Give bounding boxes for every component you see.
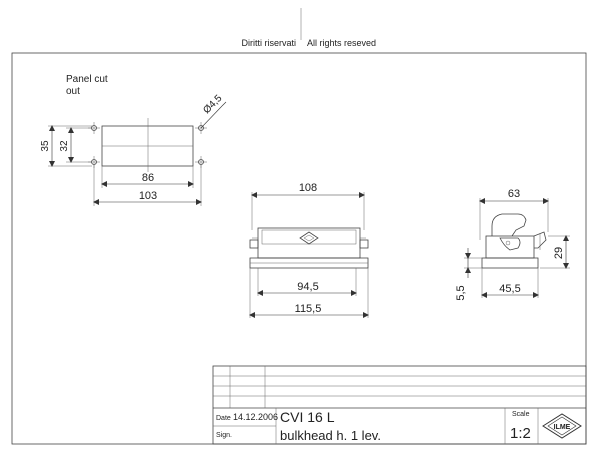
date-label: Date <box>216 415 231 422</box>
ilme-logo-icon <box>543 414 581 438</box>
scale-value: 1:2 <box>510 425 531 442</box>
dim-width-outer: 103 <box>138 190 158 202</box>
drawing-description: bulkhead h. 1 lev. <box>280 428 381 443</box>
sign-label: Sign. <box>216 432 232 439</box>
logo-text: ILME <box>553 424 571 431</box>
dim-side-base-height: 5,5 <box>455 285 467 301</box>
title-block <box>213 366 586 444</box>
panel-cut-label-line1: Panel cut <box>66 74 108 85</box>
side-lever <box>492 214 526 236</box>
date-value: 14.12.2006 <box>233 412 279 422</box>
panel-cut-label-line2: out <box>66 86 80 97</box>
side-base-plate <box>482 258 538 268</box>
side-view <box>455 188 570 301</box>
rights-english: All rights reseved <box>307 38 377 48</box>
side-housing-body <box>486 236 534 258</box>
header <box>241 8 376 48</box>
dim-side-top: 63 <box>507 188 521 200</box>
dim-height-outer: 35 <box>40 140 51 152</box>
dim-height-inner: 32 <box>59 140 70 152</box>
rights-italian: Diritti riservati <box>241 38 296 48</box>
dim-front-inner: 94,5 <box>297 281 319 293</box>
scale-label: Scale <box>512 411 530 418</box>
front-logo-diamond-icon <box>300 232 318 244</box>
dim-width-inner: 86 <box>141 172 155 184</box>
sheet-border <box>12 53 586 444</box>
dim-front-base: 115,5 <box>294 303 322 315</box>
dim-side-height: 29 <box>553 246 565 260</box>
drawing-title: CVI 16 L <box>280 409 335 425</box>
front-view <box>250 182 368 318</box>
dim-hole-diameter: Ø4,5 <box>201 93 225 117</box>
dim-front-top: 108 <box>298 182 318 194</box>
dim-side-base: 45,5 <box>499 283 521 295</box>
front-housing-body <box>258 228 360 258</box>
panel-cutout-view <box>40 74 226 206</box>
